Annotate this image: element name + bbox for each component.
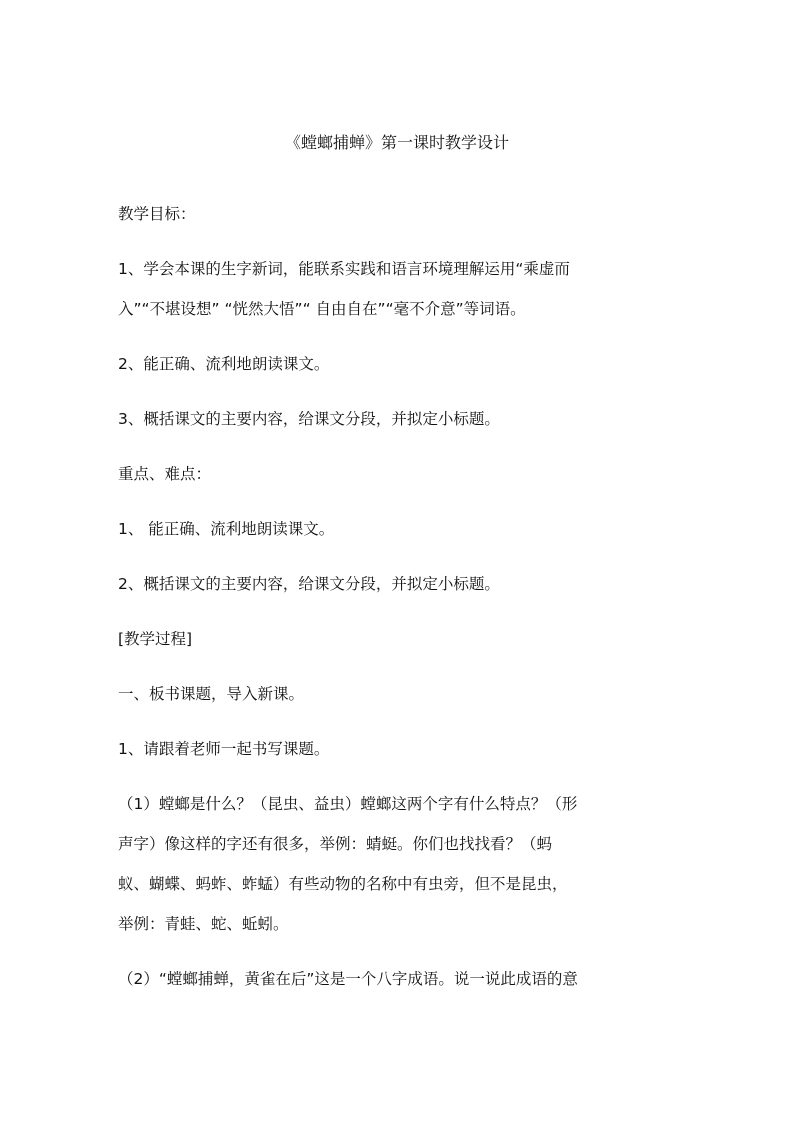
- objective-3: 3、概括课文的主要内容，给课文分段，并拟定小标题。: [118, 410, 500, 428]
- paragraph-1-line-4: 举例：青蛙、蛇、蚯蚓。: [118, 915, 289, 933]
- objective-1-line-2: 入”“不堪设想” “恍然大悟”“ 自由自在”“毫不介意”等词语。: [118, 300, 526, 318]
- process-substep-1: 1、请跟着老师一起书写课题。: [118, 740, 330, 758]
- document-title: 《螳螂捕蝉》第一课时教学设计: [284, 133, 509, 152]
- paragraph-1-line-1: （1）螳螂是什么？（昆虫、益虫）螳螂这两个字有什么特点？（形: [118, 795, 578, 813]
- process-step-1: 一、板书课题，导入新课。: [118, 685, 305, 703]
- key-point-2: 2、概括课文的主要内容，给课文分段，并拟定小标题。: [118, 575, 500, 593]
- objective-1-line-1: 1、学会本课的生字新词，能联系实践和语言环境理解运用“乘虚而: [118, 260, 570, 278]
- paragraph-1-line-3: 蚁、蝴蝶、蚂蚱、蚱蜢）有些动物的名称中有虫旁，但不是昆虫，: [118, 875, 568, 893]
- key-point-1: 1、 能正确、流利地朗读课文。: [118, 520, 335, 538]
- paragraph-1-line-2: 声字）像这样的字还有很多，举例：蜻蜓。你们也找找看？（蚂: [118, 835, 553, 853]
- section-heading-objectives: 教学目标：: [118, 205, 196, 223]
- objective-2: 2、能正确、流利地朗读课文。: [118, 355, 330, 373]
- section-heading-key-points: 重点、难点：: [118, 465, 212, 483]
- paragraph-2-line-1: （2）“螳螂捕蝉，黄雀在后”这是一个八字成语。说一说此成语的意: [118, 970, 578, 988]
- section-heading-process: [教学过程]: [118, 630, 193, 648]
